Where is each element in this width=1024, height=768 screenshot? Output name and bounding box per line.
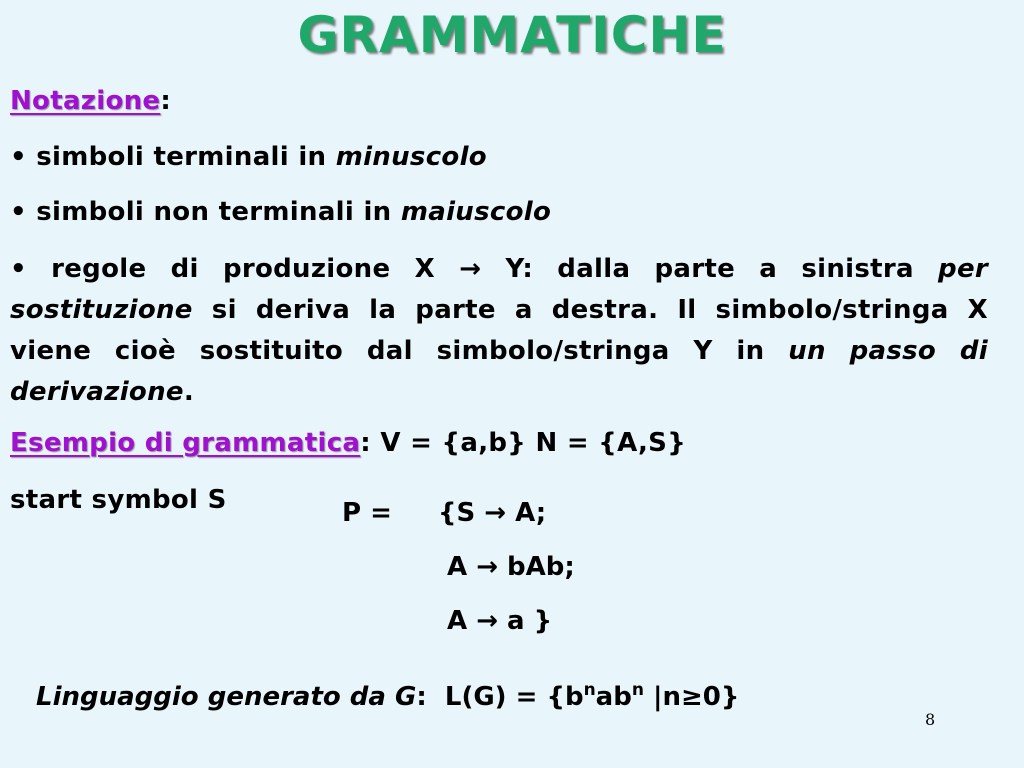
formula-end: 0} <box>702 682 740 712</box>
bullet-nonterminals-em: maiuscolo <box>400 197 552 227</box>
start-symbol: start symbol S <box>10 485 227 515</box>
page-number: 8 <box>925 710 936 729</box>
bullet-terminals-text: • simboli terminali in <box>10 142 336 172</box>
productions-label: P = <box>342 498 392 528</box>
formula-start: L(G) = {b <box>444 682 584 712</box>
geq-icon: ≥ <box>681 682 703 712</box>
language-label: Linguaggio generato da G <box>36 682 417 712</box>
rule1-left: {S <box>438 498 485 528</box>
example-sets: : V = {a,b} N = {A,S} <box>360 428 687 458</box>
rule1-right: A; <box>506 498 547 528</box>
arrow-icon: → <box>459 254 482 284</box>
rules-text-2: Y: dalla parte a sinistra <box>481 254 939 284</box>
formula-bar: |n <box>643 682 681 712</box>
slide-title: GRAMMATICHE <box>297 6 727 64</box>
bullet-production-rules <box>10 249 988 413</box>
formula-mid: ab <box>595 682 632 712</box>
bullet-terminals-em: minuscolo <box>335 142 487 172</box>
rule3-right: a } <box>497 606 553 636</box>
bullet-terminals <box>10 142 487 172</box>
bullet-nonterminals-text: • simboli non terminali in <box>10 197 401 227</box>
rules-em-1: per sostituzione <box>10 254 988 325</box>
rule2-right: bAb; <box>497 552 575 582</box>
production-rule-1 <box>438 498 546 528</box>
production-rule-3 <box>447 606 552 636</box>
rules-text-3: si deriva la parte a destra. Il simbolo/stringa X viene cioè sostituito dal simbolo/stringa Y in <box>10 295 988 366</box>
arrow-icon: → <box>484 498 507 528</box>
rules-em-2: un passo di derivazione <box>10 336 988 407</box>
notation-heading: Notazione <box>10 86 161 116</box>
language-colon: : <box>416 682 427 712</box>
formula-sup-2: n <box>631 680 644 700</box>
example-heading-line <box>10 428 686 458</box>
arrow-icon: → <box>476 606 498 636</box>
formula-sup-1: n <box>583 680 596 700</box>
rule3-left: A <box>447 606 477 636</box>
notation-heading-line <box>10 86 171 116</box>
notation-colon: : <box>160 86 172 116</box>
example-heading: Esempio di grammatica <box>10 428 361 458</box>
rules-text-1: • regole di produzione X <box>10 254 460 284</box>
production-rule-2 <box>447 552 575 582</box>
bullet-nonterminals <box>10 197 551 227</box>
generated-language <box>36 682 739 712</box>
rules-end: . <box>183 377 195 407</box>
arrow-icon: → <box>476 552 498 582</box>
rule2-left: A <box>447 552 477 582</box>
